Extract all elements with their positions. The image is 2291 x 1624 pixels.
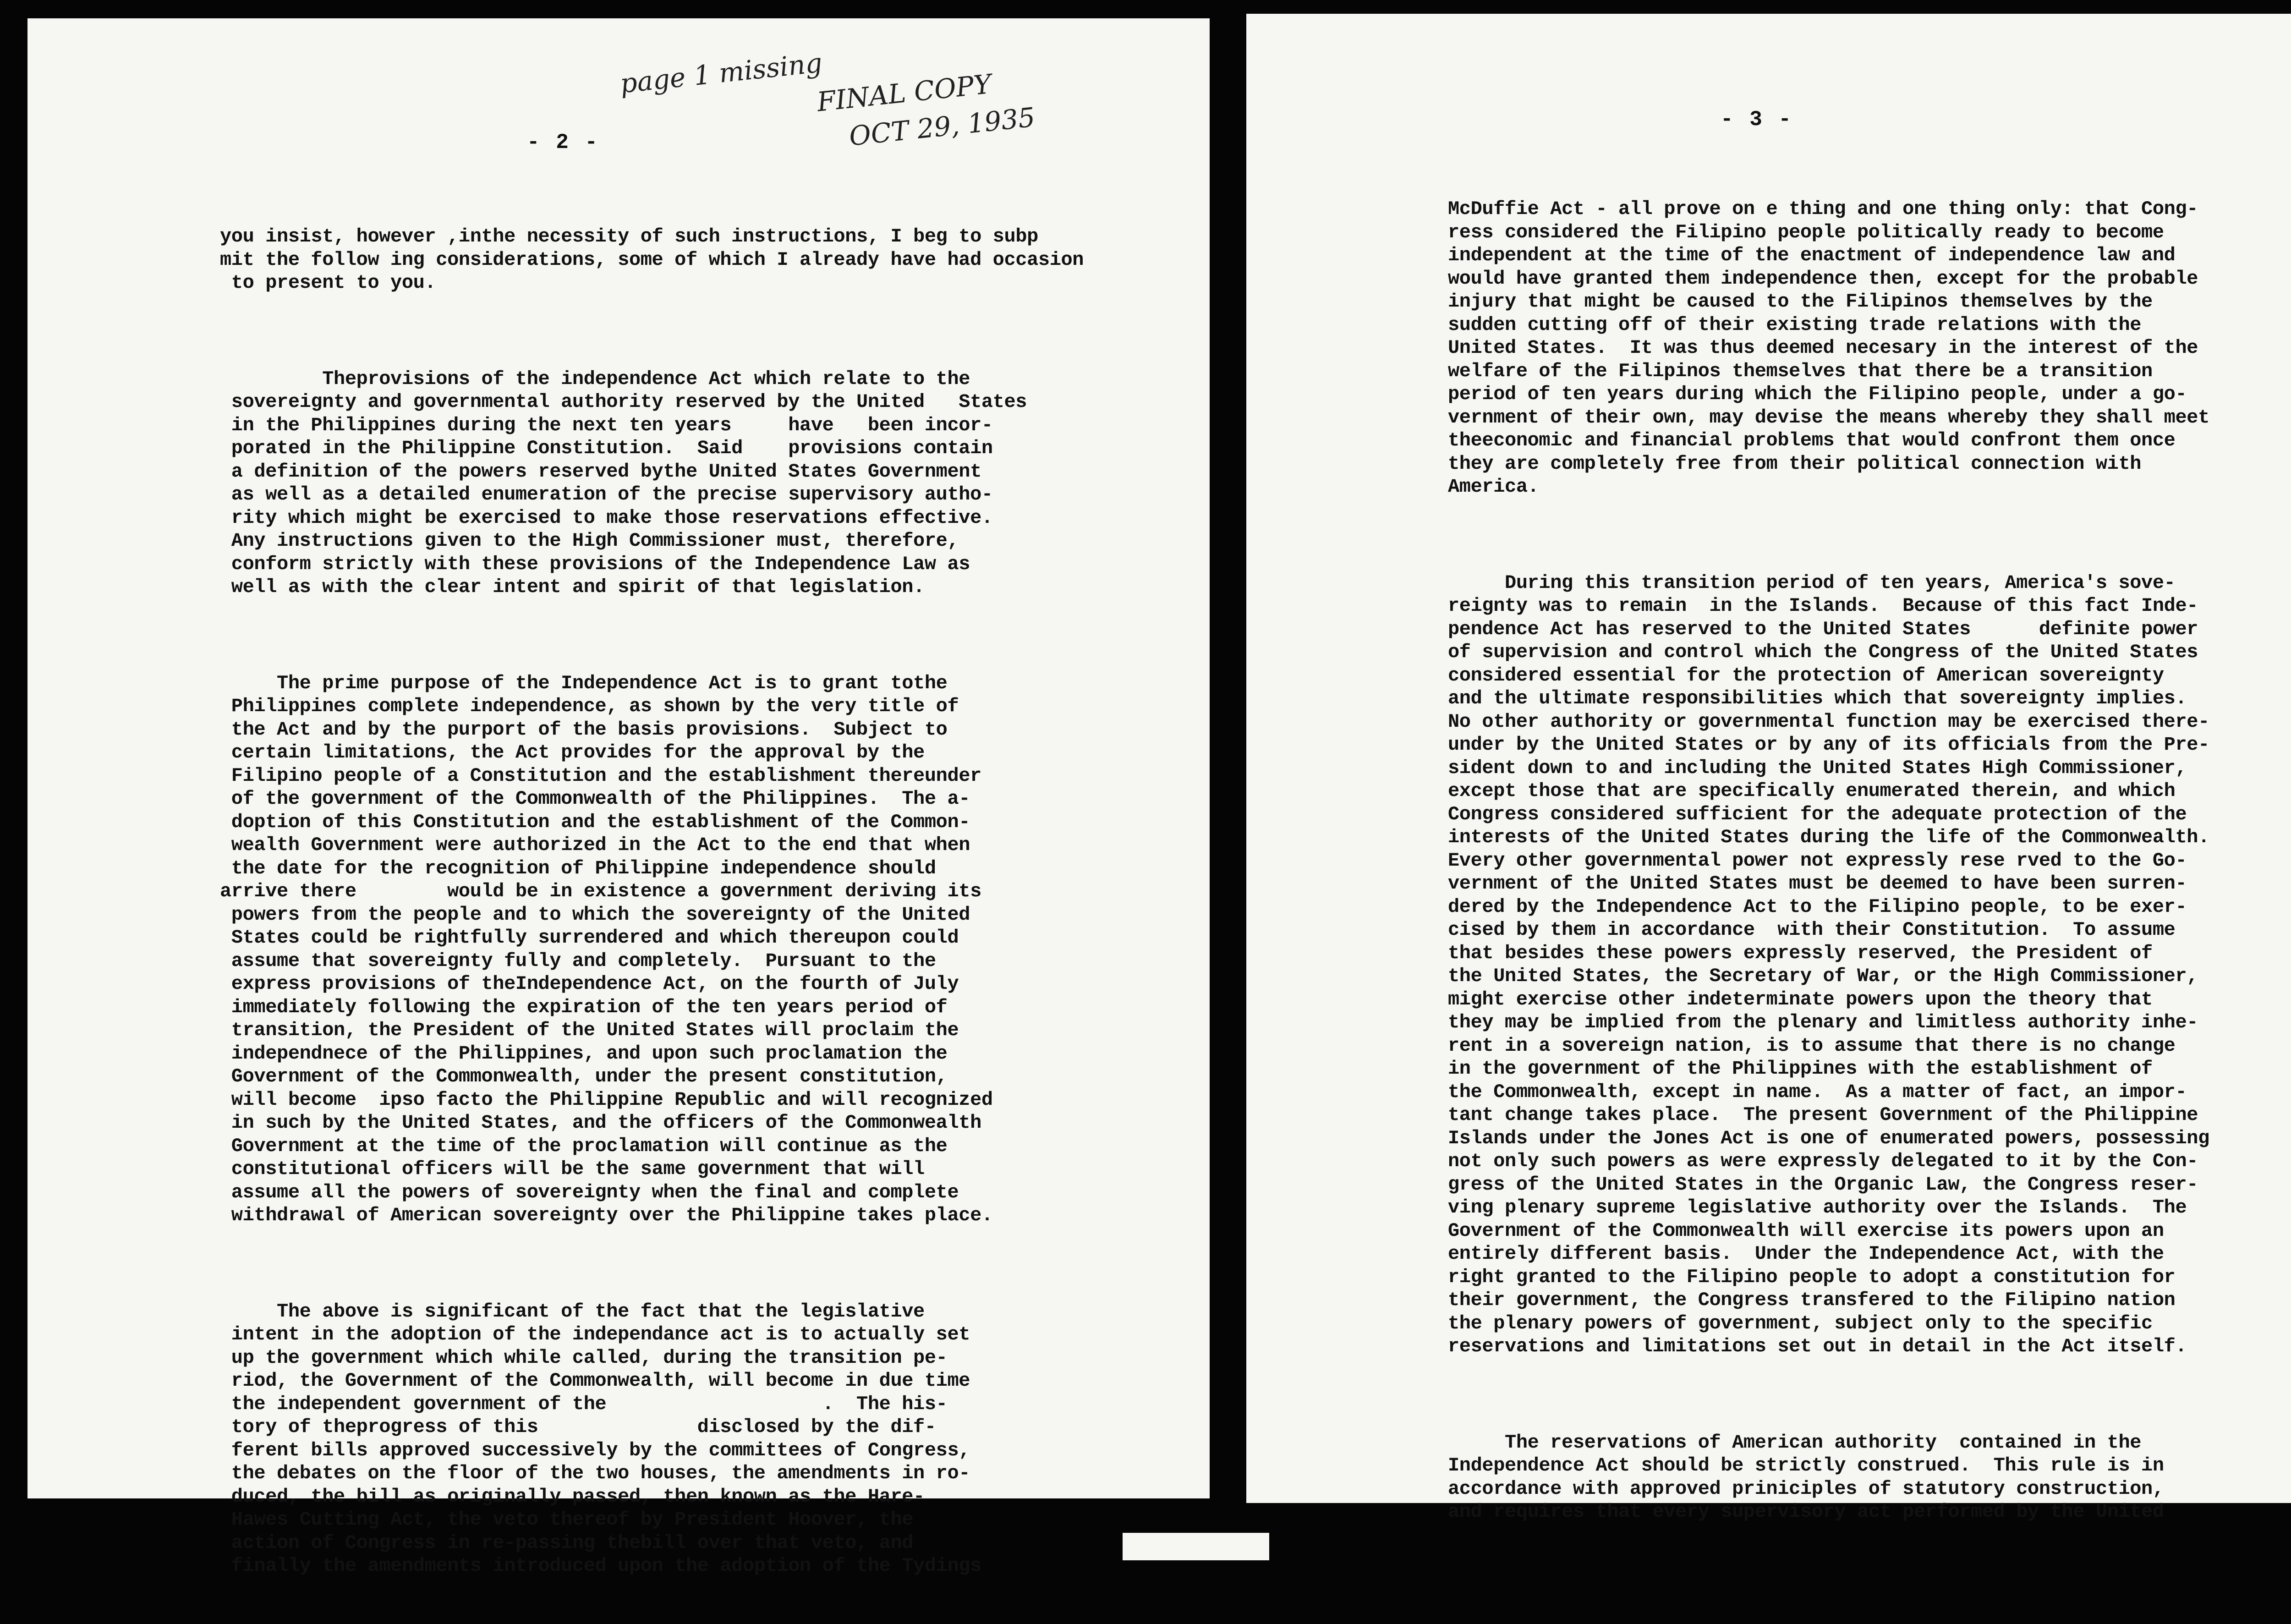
scanner-tab — [1123, 1533, 1269, 1560]
paragraph: During this transition period of ten years, America's sove- reignty was to remain in the Islands. Because of this fact Inde- pendence Act has reserved to the United States definite power of supervision and control which the Congress of the United States considered essential for the protection of American sovereignty and the ultimate responsibilities which that sovereignty implies. No other authority or governmental function may be exercised there- under by the United States or by any of its officials from the Pre- sident down to and including the United States High Commissioner, except those that are specifically enumerated therein, and which Congress considered sufficient for the adequate protection of the interests of the United States during the life of the Commonwealth. Every other governmental power not expressly rese rved to the Go- vernment of the United States must be deemed to have been surren- dered by the Independence Act to the Filipino people, to be exer- cised by them in accordance with their Constitution. To assume that besides these powers expressly reserved, the President of the United States, the Secretary of War, or the High Commissioner, might exercise other indeterminate powers upon the theory that they may be implied from the plenary and limitless authority inhe- rent in a sovereign nation, is to assume that there is no change in the government of the Philippines with the establishment of the Commonwealth, except in name. As a matter of fact, an impor- tant change takes place. The present Government of the Philippine Islands under the Jones Act is one of enumerated powers, possessing not only such powers as were expressly delegated to it by the Con- gress of the United States in the Organic Law, the Congress reser- ving plenary supreme legislative authority over the Islands. The Government of the Commonwealth will exercise its powers upon an entirely different basis. Under the Independence Act, with the right granted to the Filipino people to adopt a constitution for their government, the Congress transfered to the Filipino nation the plenary powers of government, subject only to the specific reservations and limitations set out in detail in the Act itself. — [1448, 571, 2209, 1357]
paragraph: you insist, however ,inthe necessity of such instructions, I beg to subp mit the follow ing considerations, some of which I already have had occasion to present to you. — [220, 225, 1084, 294]
document-page-3 — [1246, 14, 2291, 1523]
page-number: - 3 - — [1721, 108, 1793, 132]
paragraph: The above is significant of the fact that the legislative intent in the adoption of the independance act is to actually set up the government which while called, during the transition pe- riod, the Government of the Commonwealth, will become in due time the independent government of the . The his- tory of theprogress of this disclosed by the dif- ferent bills approved successively by the committees of Congress, the debates on the floor of the two houses, the amendments in ro- duced, the bill as originally passed, then known as the Hare- Hawes Cutting Act, the veto thereof by President Hoover, the action of Congress in re-passing thebill over that veto, and finally the amendments introduced upon the adoption of the Tydings — [231, 1300, 981, 1577]
paragraph: Theprovisions of the independence Act which relate to the sovereignty and governmental authority reserved by the United States in the Philippines during the next ten years have been incor- porated in the Philippine Constitution. Said provisions contain a definition of the powers reserved bythe United States Government as well as a detailed enumeration of the precise supervisory autho- rity which might be exercised to make those reservations effective. Any instructions given to the High Commissioner must, therefore, conform strictly with these provisions of the Independence Law as well as with the clear intent and spirit of that legislation. — [231, 368, 1027, 598]
paragraph: McDuffie Act - all prove on e thing and one thing only: that Cong- ress considered the Filipino people politically ready to become independent at the time of the enactment of independence law and would have granted them independence then, except for the probable injury that might be caused to the Filipinos themselves by the sudden cutting off of their existing trade relations with the United States. It was thus deemed necesary in the interest of the welfare of the Filipinos themselves that there be a transition period of ten years during which the Filipino people, under a go- vernment of their own, may devise the means whereby they shall meet theeconomic and financial problems that would confront them once they are completely free from their political connection with America. — [1448, 198, 2209, 498]
handwritten-note: OCT 29, 1935 — [847, 101, 1037, 152]
handwritten-note: FINAL COPY — [815, 68, 993, 118]
paragraph: The prime purpose of the Independence Act is to grant tothe Philippines complete independence, as shown by the very title of the Act and by the purport of the basis provisions. Subject to certain limitations, the Act provides for the approval by the Filipino people of a Constitution and the establishment thereunder of the government of the Commonwealth of the Philippines. The a- doption of this Constitution and the establishment of the Common- wealth Government were authorized in the Act to the end that when the date for the recognition of Philippine independence should arrive there would be in existence a government deriving its powers from the people and to which the sovereignty of the United States could be rightfully surrendered and which thereupon could assume that sovereignty fully and completely. Pursuant to the express provisions of theIndependence Act, on the fourth of July immediately following the expiration of the ten years period of transition, the President of the United States will proclaim the independnece of the Philippines, and upon such proclamation the Government of the Commonwealth, under the present constitution, will become ipso facto the Philippine Republic and will recognized in such by the United States, and the officers of the Commonwealth Government at the time of the proclamation will continue as the constitutional officers will be the same government that will assume all the powers of sovereignty when the final and complete withdrawal of American sovereignty over the Philippine takes place. — [220, 672, 993, 1226]
page-body — [220, 179, 1084, 1624]
page-body — [1448, 151, 2209, 1570]
paragraph: The reservations of American authority contained in the Independence Act should be strictly construed. This rule is in accordance with approved priniciples of statutory construction, and requires that every supervisory act performed by the United — [1448, 1431, 2164, 1523]
handwritten-note: page 1 missing — [618, 47, 824, 99]
page-number: - 2 - — [527, 131, 600, 154]
document-page-2 — [27, 18, 1210, 1577]
